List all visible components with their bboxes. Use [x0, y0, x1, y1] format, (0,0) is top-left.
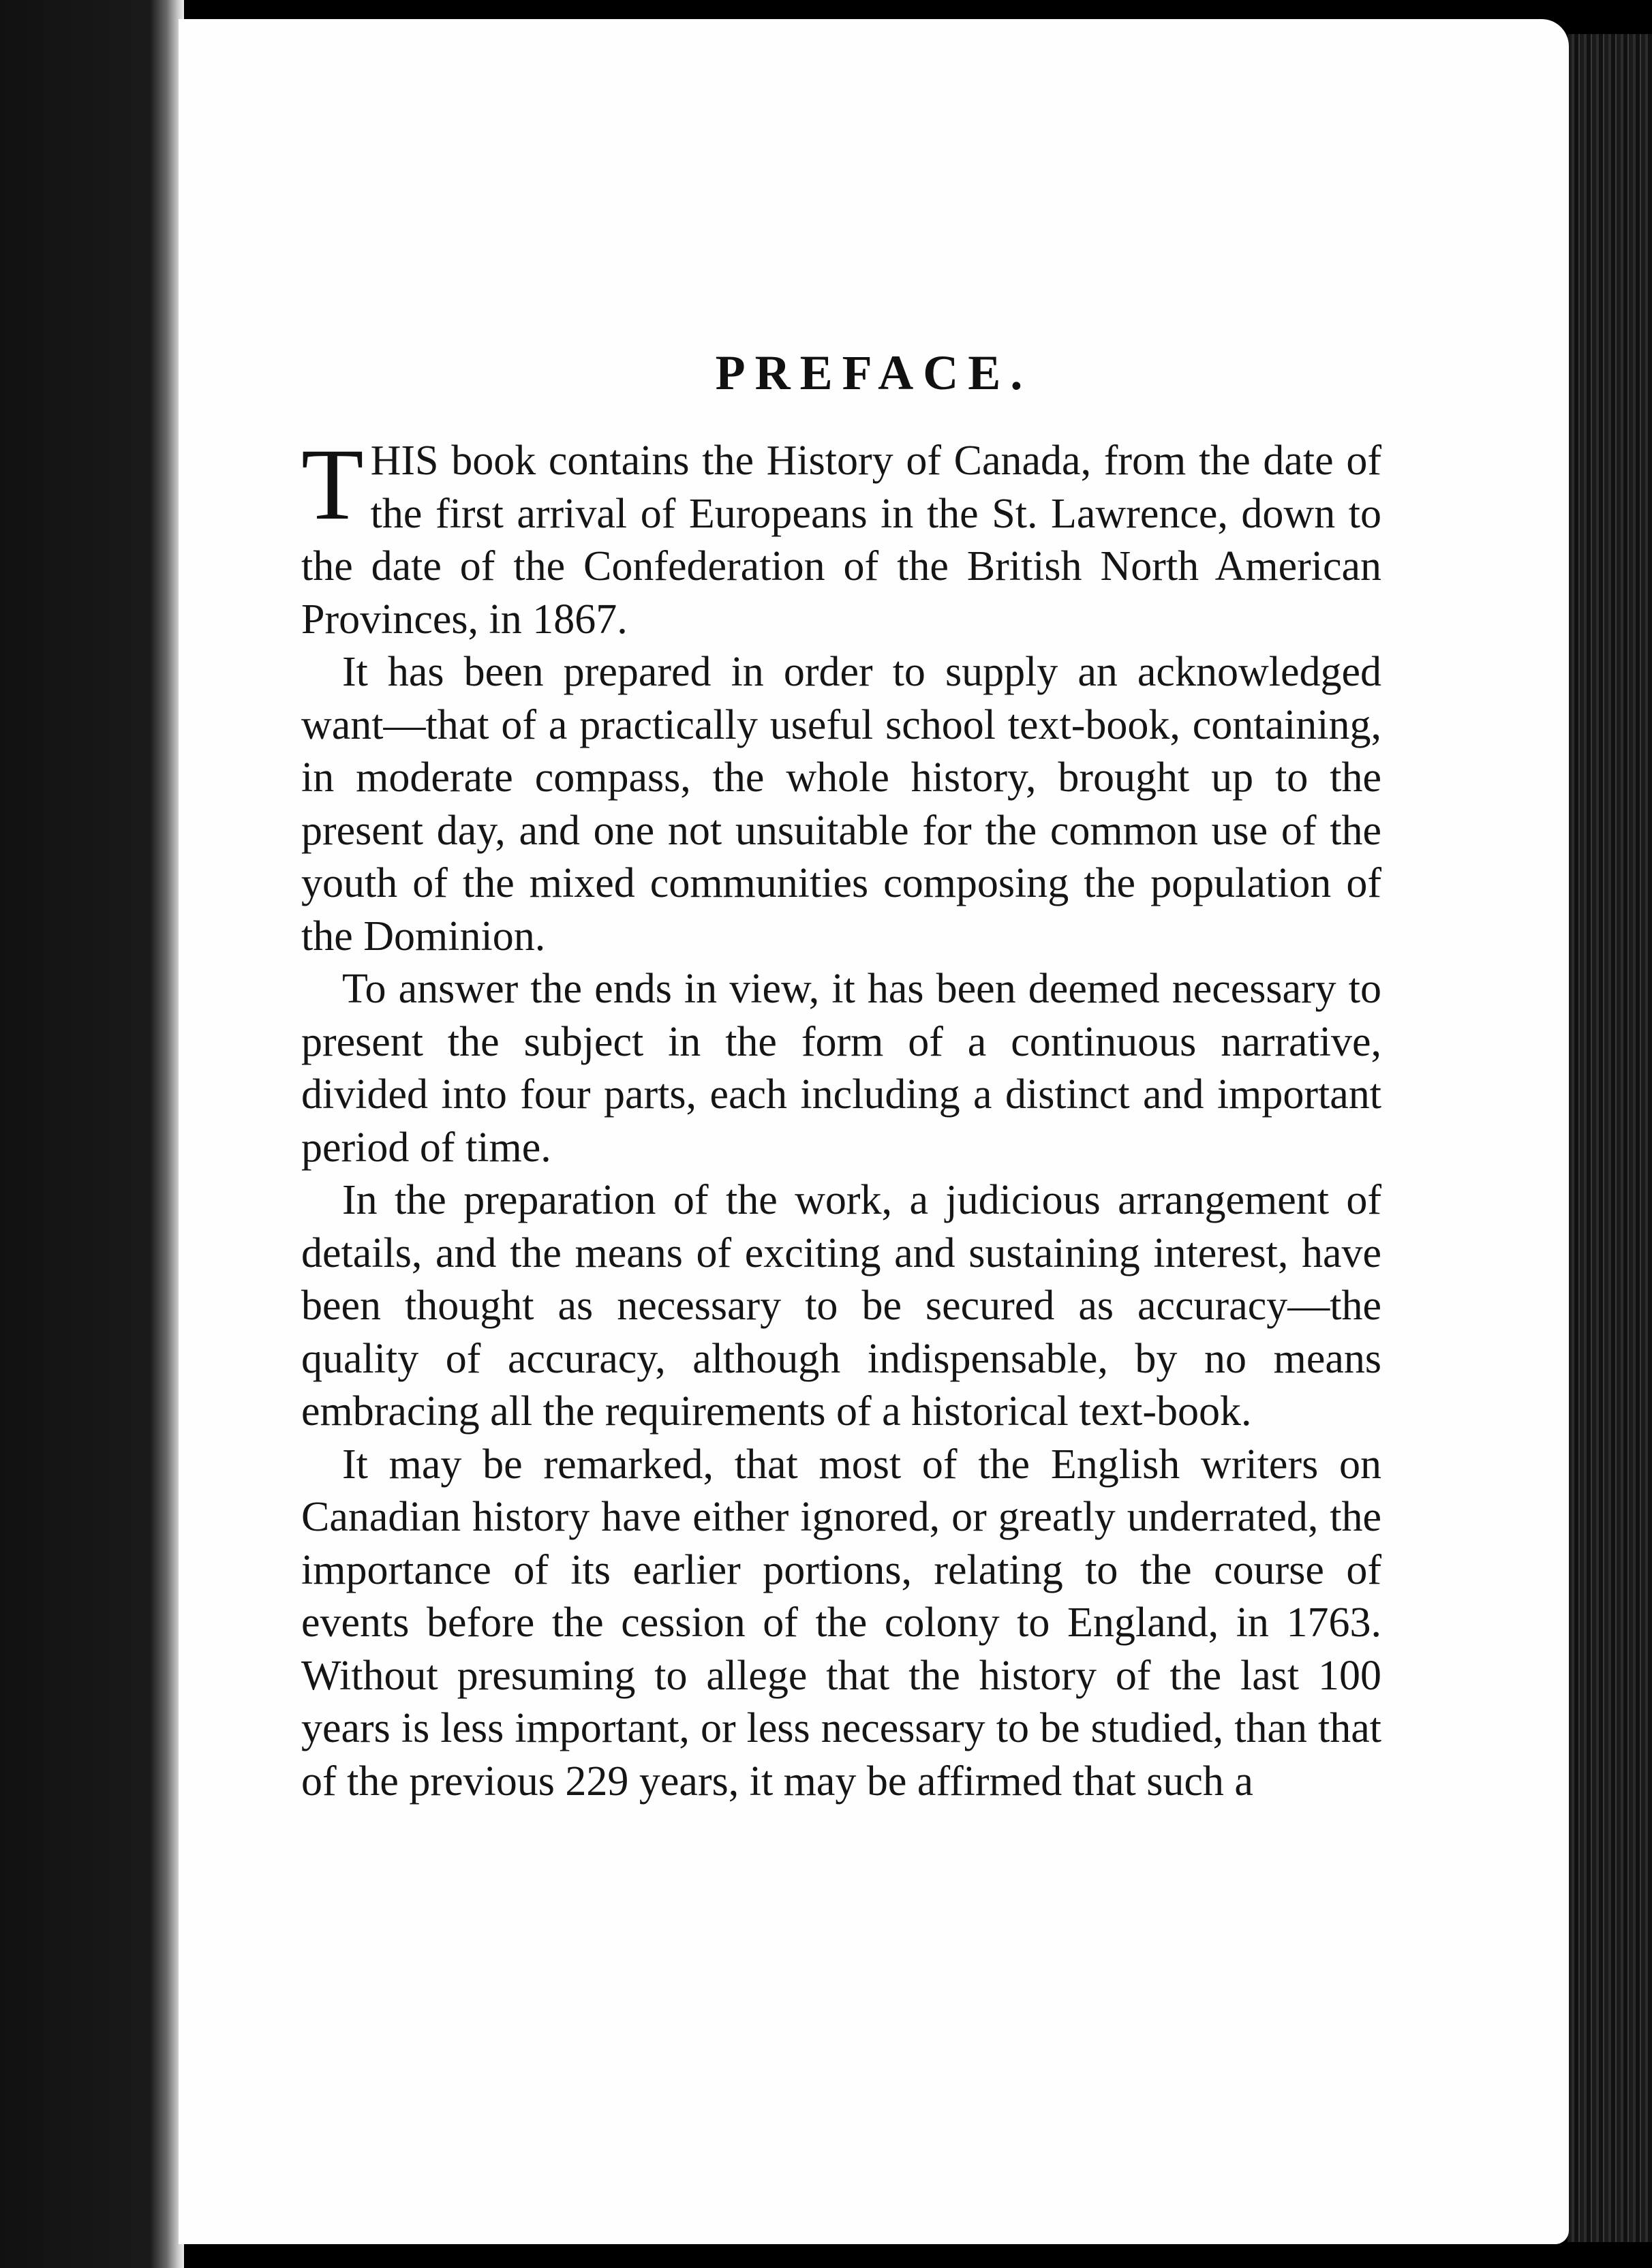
book-gutter: [0, 0, 184, 2268]
page-title: PREFACE.: [715, 346, 1032, 401]
page-edges: [1567, 34, 1652, 2242]
preface-body: [301, 428, 1381, 1808]
book-page: [179, 19, 1569, 2244]
paragraph-1-text: HIS book contains the History of Canada, from the date of the first arrival of Europeans in the St. Lawrence, down to the date of the Confederation of the British North American Provinces, in 1867.: [301, 438, 1381, 643]
paragraph-2: It has been prepared in order to supply an acknowledged want—that of a practically useful school text-book, containing, in moderate compass, the whole history, brought up to the present day, and one not unsuitable for the common use of the youth of the mixed communities composing the population of the Dominion.: [301, 649, 1381, 960]
paragraph-3: To answer the ends in view, it has been deemed necessary to present the subject in the form of a continuous narrative, divided into four parts, each including a distinct and important period of time.: [301, 966, 1381, 1171]
paragraph-1: [301, 428, 1381, 646]
paragraph-5: It may be remarked, that most of the English writers on Canadian history have either ignored, or greatly underrated, the importance of its earlier portions, relating to the course of events before the cession of the colony to England, in 1763. Without presuming to allege that the history of the last 100 years is less important, or less necessary to be studied, than that of the previous 229 years, it may be affirmed that such a: [301, 1441, 1381, 1805]
paragraph-4: In the preparation of the work, a judicious arrangement of details, and the means of exciting and sustaining interest, have been thought as necessary to be secured as accuracy—the quality of accuracy, although indispensable, by no means embracing all the requirements of a historical text-book.: [301, 1177, 1381, 1435]
drop-cap: T: [301, 428, 364, 541]
